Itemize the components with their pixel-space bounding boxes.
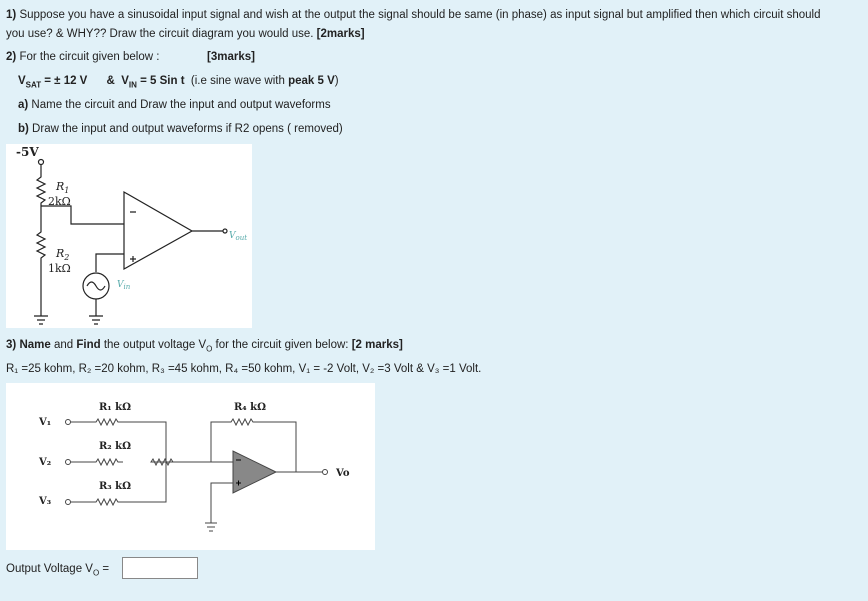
q2-heading: 2) For the circuit given below : bbox=[6, 51, 160, 63]
q2-marks: [3marks] bbox=[207, 51, 255, 63]
r2-label: R₂ kΩ bbox=[99, 441, 132, 452]
q2-circuit-figure bbox=[6, 144, 252, 328]
q3-circuit-figure bbox=[6, 383, 375, 550]
vo-label: Vo bbox=[336, 468, 350, 479]
r3-label: R₃ kΩ bbox=[99, 481, 132, 492]
q1-text: 1) Suppose you have a sinusoidal input signal and wish at the output the signal should be same (in phase) as input signal but amplified then which circuit should bbox=[6, 9, 821, 21]
q3-heading: 3) Name and Find the output voltage $V_O$ for the circuit given below: [2 marks] bbox=[6, 339, 403, 354]
r2-label: $R_2$ bbox=[56, 247, 70, 262]
v3-label: V₃ bbox=[39, 496, 52, 507]
vout-label: $V_{out}$ bbox=[229, 231, 248, 242]
r2-value: 1kΩ bbox=[48, 262, 71, 275]
q2-part-a: a) Name the circuit and Draw the input and output waveforms bbox=[18, 99, 331, 111]
q2-part-b: b) Draw the input and output waveforms if R2 opens ( removed) bbox=[18, 123, 343, 135]
r1-label: $R_1$ bbox=[56, 180, 70, 195]
q1-text-2: you use? & WHY?? Draw the circuit diagram you would use. [2marks] bbox=[6, 28, 365, 40]
r1-label: R₁ kΩ bbox=[99, 402, 132, 413]
q2-conditions: $V_{SAT}$ = ± 12 V & $V_{IN} = 5$ Sin t (i.e sine wave with peak 5 V) bbox=[18, 75, 339, 90]
r1-value: 2kΩ bbox=[48, 195, 71, 208]
supply-label: -5V bbox=[16, 145, 39, 159]
output-voltage-input[interactable] bbox=[122, 557, 198, 579]
answer-label: Output Voltage $V_O$ = bbox=[6, 563, 110, 578]
vin-label: $V_{in}$ bbox=[117, 280, 131, 291]
v2-label: V₂ bbox=[39, 457, 52, 468]
v1-label: V₁ bbox=[39, 417, 52, 428]
r4-label: R₄ kΩ bbox=[234, 402, 267, 413]
q3-given-values: R₁ =25 kohm, R₂ =20 kohm, R₃ =45 kohm, R₄ =50 kohm, V₁ = -2 Volt, V₂ =3 Volt & V₃ =1 Volt. bbox=[6, 363, 482, 375]
